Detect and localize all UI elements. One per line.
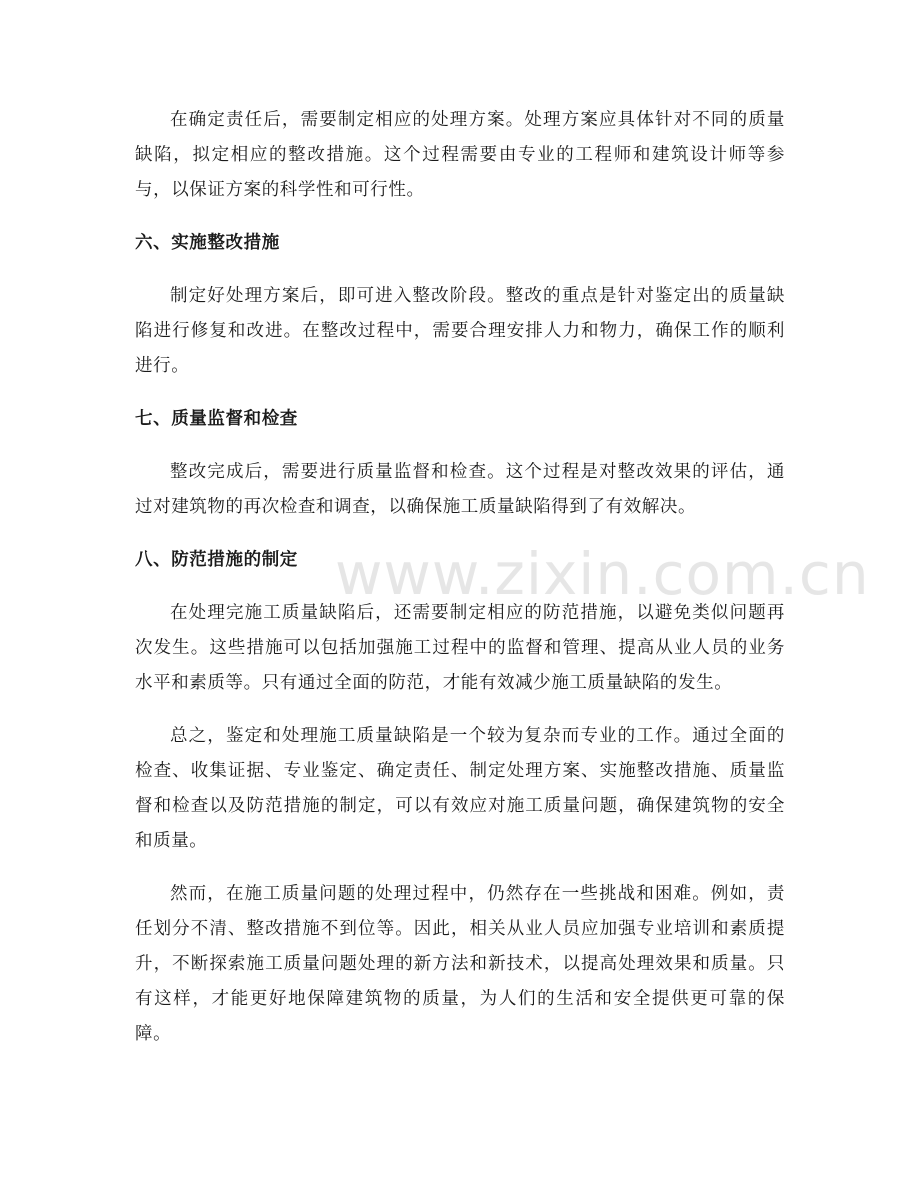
paragraph-challenges: 然而，在施工质量问题的处理过程中，仍然存在一些挑战和困难。例如，责任划分不清、整改措施不到位等。因此，相关从业人员应加强专业培训和素质提升，不断探索施工质量问题处理的新方法和新技术，以提高处理效果和质量。只有这样，才能更好地保障建筑物的质量，为人们的生活和安全提供更可靠的保障。 xyxy=(135,884,785,1044)
section-heading-7: 七、质量监督和检查 xyxy=(135,409,298,429)
watermark: www.zixin.com.cn xyxy=(335,540,870,608)
paragraph-summary: 总之，鉴定和处理施工质量缺陷是一个较为复杂而专业的工作。通过全面的检查、收集证据、专业鉴定、确定责任、制定处理方案、实施整改措施、质量监督和检查以及防范措施的制定，可以有效应对施工质量问题，确保建筑物的安全和质量。 xyxy=(135,726,785,851)
paragraph-prevention: 在处理完施工质量缺陷后，还需要制定相应的防范措施，以避免类似问题再次发生。这些措施可以包括加强施工过程中的监督和管理、提高从业人员的业务水平和素质等。只有通过全面的防范，才能有效减少施工质量缺陷的发生。 xyxy=(135,603,785,693)
section-heading-6: 六、实施整改措施 xyxy=(135,233,280,253)
paragraph-supervision: 整改完成后，需要进行质量监督和检查。这个过程是对整改效果的评估，通过对建筑物的再次检查和调查，以确保施工质量缺陷得到了有效解决。 xyxy=(135,462,785,517)
section-heading-8: 八、防范措施的制定 xyxy=(135,550,298,570)
paragraph-rectification: 制定好处理方案后，即可进入整改阶段。整改的重点是针对鉴定出的质量缺陷进行修复和改进。在整改过程中，需要合理安排人力和物力，确保工作的顺利进行。 xyxy=(135,286,785,376)
paragraph-responsibility-plan: 在确定责任后，需要制定相应的处理方案。处理方案应具体针对不同的质量缺陷，拟定相应的整改措施。这个过程需要由专业的工程师和建筑设计师等参与，以保证方案的科学性和可行性。 xyxy=(135,110,785,200)
document-body xyxy=(135,103,785,1070)
